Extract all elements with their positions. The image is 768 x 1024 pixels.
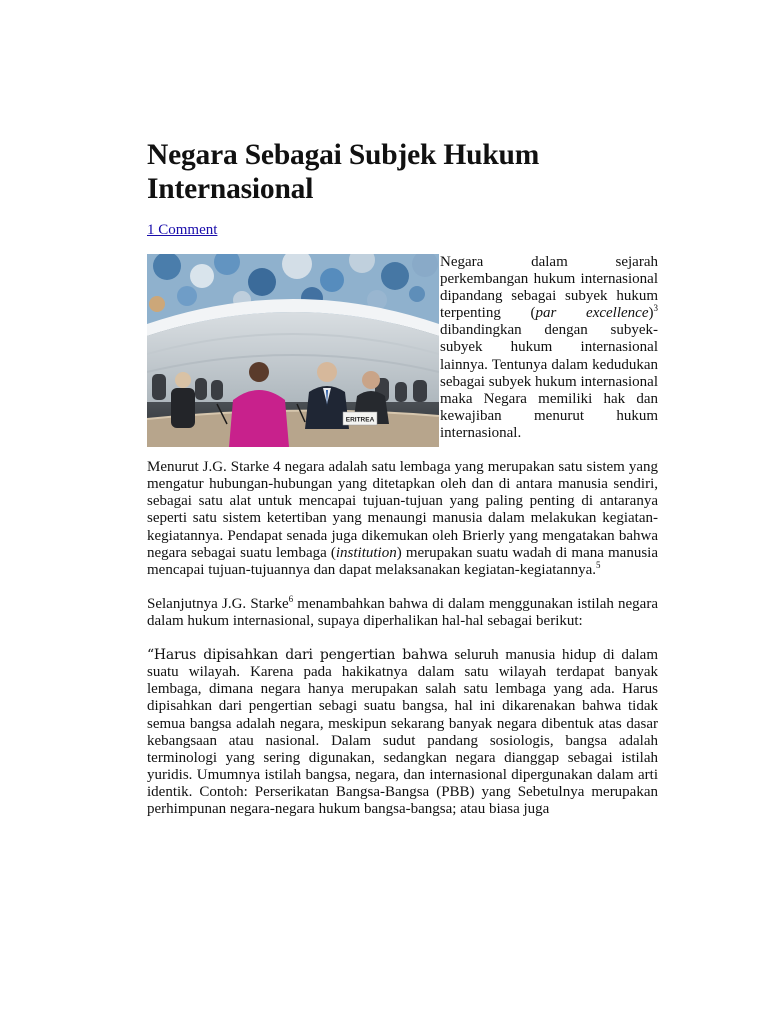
paragraph-3-text-a: Selanjutnya J.G. Starke	[147, 595, 289, 612]
article-photo	[147, 254, 439, 447]
paragraph-2-text-a: Menurut J.G. Starke 4 negara adalah satu lembaga yang merupakan satu sistem yang mengatur hubungan-hubungan yang ditetapkan oleh dan di antara manusia sendiri, sebagai satu alat untuk mencapai tujuan-tujuan yang paling penting di antaranya seperti satu sistem ketertiban yang menaungi manusia dalam melakukan kegiatan-kegiatannya. Pendapat senada juga dikemukan oleh Brierly yang mengatakan bahwa negara sebagai suatu lembaga (	[147, 459, 658, 561]
paragraph-1-italic: par excellence	[535, 305, 649, 322]
footnote-ref-5: 5	[595, 559, 601, 570]
paragraph-1-text-c: dibandingkan dengan subyek-subyek hukum internasional lainnya. Tentunya dalam kedudukan sebagai subyek hukum internasional maka Negara memiliki hak dan kewajiban menurut hukum internasional.	[440, 322, 658, 441]
footnote-ref-3: 3	[653, 303, 658, 314]
paragraph-3-text-b: menambahkan bahwa di dalam menggunakan istilah negara dalam hukum internasional, supaya diperhalikan hal-hal sebagai berikut:	[147, 595, 658, 629]
paragraph-1-text-b: )	[648, 305, 654, 322]
paragraph-1	[147, 254, 658, 442]
comments-link[interactable]: 1 Comment	[147, 222, 218, 238]
paragraph-4-text: seluruh manusia hidup di dalam suatu wilayah. Karena pada hakikatnya dalam satu wilayah terdapat banyak lembaga, dimana negara hanya merupakan salah satu lembaga yang ada. Harus dipisahkan dari pengertian sebagi suatu bangsa, hal ini dikarenakan bahwa tidak semua bangsa adalah negara, meskipun sekarang banyak negara dibentuk atas dasar kebangsaan atau nasional. Dalam sudut pandang sosiologis, bangsa adalah terminologi yang sering digunakan, sedangkan negara dianggap sebagai istilah yuridis. Umumnya istilah bangsa, negara, dan internasional dipergunakan dalam arti identik. Contoh: Perserikatan Bangsa-Bangsa (PBB) yang Sebetulnya merupakan perhimpunan negara-negara hukum bangsa-bangsa; atau biasa juga	[147, 647, 658, 817]
nameplate-text: ERITREA	[345, 416, 375, 424]
paragraph-4	[147, 647, 658, 818]
paragraph-2-text-b: ) merupakan suatu wadah di mana manusia mencapai tujuan-tujuannya dan dapat melaksanakan kegiatan-kegiatannya.	[147, 544, 658, 578]
paragraph-2-italic: institution	[335, 544, 397, 561]
article-body	[147, 254, 658, 835]
article-title: Negara Sebagai Subjek Hukum Internasional	[147, 139, 540, 205]
paragraph-3	[147, 593, 658, 630]
footnote-ref-6: 6	[288, 593, 294, 604]
paragraph-1-text-a: Negara dalam sejarah perkembangan hukum internasional dipandang sebagai subyek hukum terpenting (	[440, 254, 658, 322]
paragraph-2	[147, 459, 658, 579]
paragraph-4-lead: “Harus dipisahkan dari pengertian bahwa	[147, 647, 448, 664]
